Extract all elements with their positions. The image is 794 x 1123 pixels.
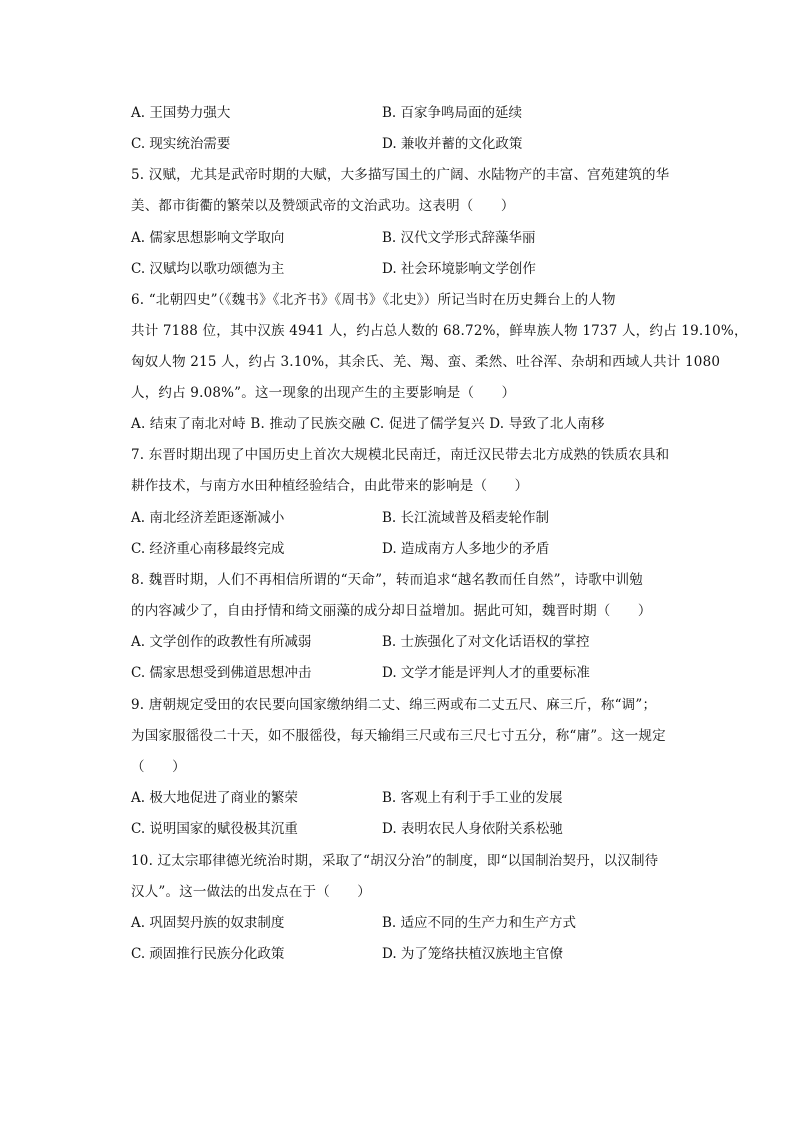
q8-option-a: A. 文学创作的政教性有所减弱 [131, 634, 312, 650]
q10-stem-line2: 汉人”。这一做法的出发点在于（ ） [131, 884, 372, 900]
q4-option-a: A. 王国势力强大 [131, 105, 231, 121]
q9-option-c: C. 说明国家的赋役极其沉重 [131, 821, 298, 837]
q5-option-b: B. 汉代文学形式辞藻华丽 [382, 230, 536, 246]
q4-option-b: B. 百家争鸣局面的延续 [382, 105, 523, 121]
q8-stem-line1: 8. 魏晋时期，人们不再相信所谓的“天命”，转而追求“越名教而任自然”，诗歌中训勉 [131, 572, 643, 588]
q6-options: A. 结束了南北对峙 B. 推动了民族交融 C. 促进了儒学复兴 D. 导致了北人南移 [131, 416, 605, 432]
q5-stem-line1: 5. 汉赋，尤其是武帝时期的大赋，大多描写国土的广阔、水陆物产的丰富、宫苑建筑的华 [131, 167, 670, 183]
q4-option-c: C. 现实统治需要 [131, 136, 231, 152]
q10-stem-line1: 10. 辽太宗耶律德光统治时期，采取了“胡汉分治”的制度，即“以国制治契丹，以汉制待 [131, 853, 659, 869]
q5-option-d: D. 社会环境影响文学创作 [382, 261, 536, 277]
q10-option-d: D. 为了笼络扶植汉族地主官僚 [382, 946, 563, 962]
q7-option-b: B. 长江流域普及稻麦轮作制 [382, 510, 550, 526]
q8-option-b: B. 士族强化了对文化话语权的掌控 [382, 634, 590, 650]
q7-stem-line2: 耕作技术，与南方水田种植经验结合，由此带来的影响是（ ） [131, 478, 529, 494]
q9-stem-line1: 9. 唐朝规定受田的农民要向国家缴纳绢二丈、绵三两或布二丈五尺、麻三斤，称“调”； [131, 697, 657, 713]
q9-option-a: A. 极大地促进了商业的繁荣 [131, 790, 298, 806]
q8-stem-line2: 的内容减少了，自由抒情和绮文丽藻的成分却日益增加。据此可知，魏晋时期（ ） [131, 603, 652, 619]
q6-stem-line2: 共计 7188 位，其中汉族 4941 人，约占总人数的 68.72%，鲜卑族人物 1737 人，约占 19.10%， [131, 323, 748, 339]
q7-option-d: D. 造成南方人多地少的矛盾 [382, 541, 550, 557]
q7-option-c: C. 经济重心南移最终完成 [131, 541, 285, 557]
q7-option-a: A. 南北经济差距逐渐减小 [131, 510, 285, 526]
q8-option-d: D. 文学才能是评判人才的重要标准 [382, 665, 590, 681]
q9-stem-line3: （ ） [131, 759, 186, 775]
q5-option-a: A. 儒家思想影响文学取向 [131, 230, 285, 246]
q6-stem-line1: 6. “北朝四史”（《魏书》《北齐书》《周书》《北史》）所记当时在历史舞台上的人物 [131, 292, 616, 308]
q4-option-d: D. 兼收并蓄的文化政策 [382, 136, 523, 152]
q6-stem-line4: 人，约占 9.08%”。这一现象的出现产生的主要影响是（ ） [131, 385, 516, 401]
q5-stem-line2: 美、都市街衢的繁荣以及赞颂武帝的文治武功。这表明（ ） [131, 198, 515, 214]
q9-option-d: D. 表明农民人身依附关系松驰 [382, 821, 563, 837]
q10-option-b: B. 适应不同的生产力和生产方式 [382, 915, 577, 931]
q8-option-c: C. 儒家思想受到佛道思想冲击 [131, 665, 312, 681]
q5-option-c: C. 汉赋均以歌功颂德为主 [131, 261, 285, 277]
q9-option-b: B. 客观上有利于手工业的发展 [382, 790, 563, 806]
q7-stem-line1: 7. 东晋时期出现了中国历史上首次大规模北民南迁，南迁汉民带去北方成熟的铁质农具和 [131, 447, 670, 463]
q6-stem-line3: 匈奴人物 215 人，约占 3.10%，其余氏、羌、羯、蛮、柔然、吐谷浑、杂胡和西域人共计 1080 [131, 354, 721, 370]
q10-option-c: C. 顽固推行民族分化政策 [131, 946, 285, 962]
q9-stem-line2: 为国家服徭役二十天，如不服徭役，每天输绢三尺或布三尺七寸五分，称“庸”。这一规定 [131, 728, 666, 744]
q10-option-a: A. 巩固契丹族的奴隶制度 [131, 915, 285, 931]
